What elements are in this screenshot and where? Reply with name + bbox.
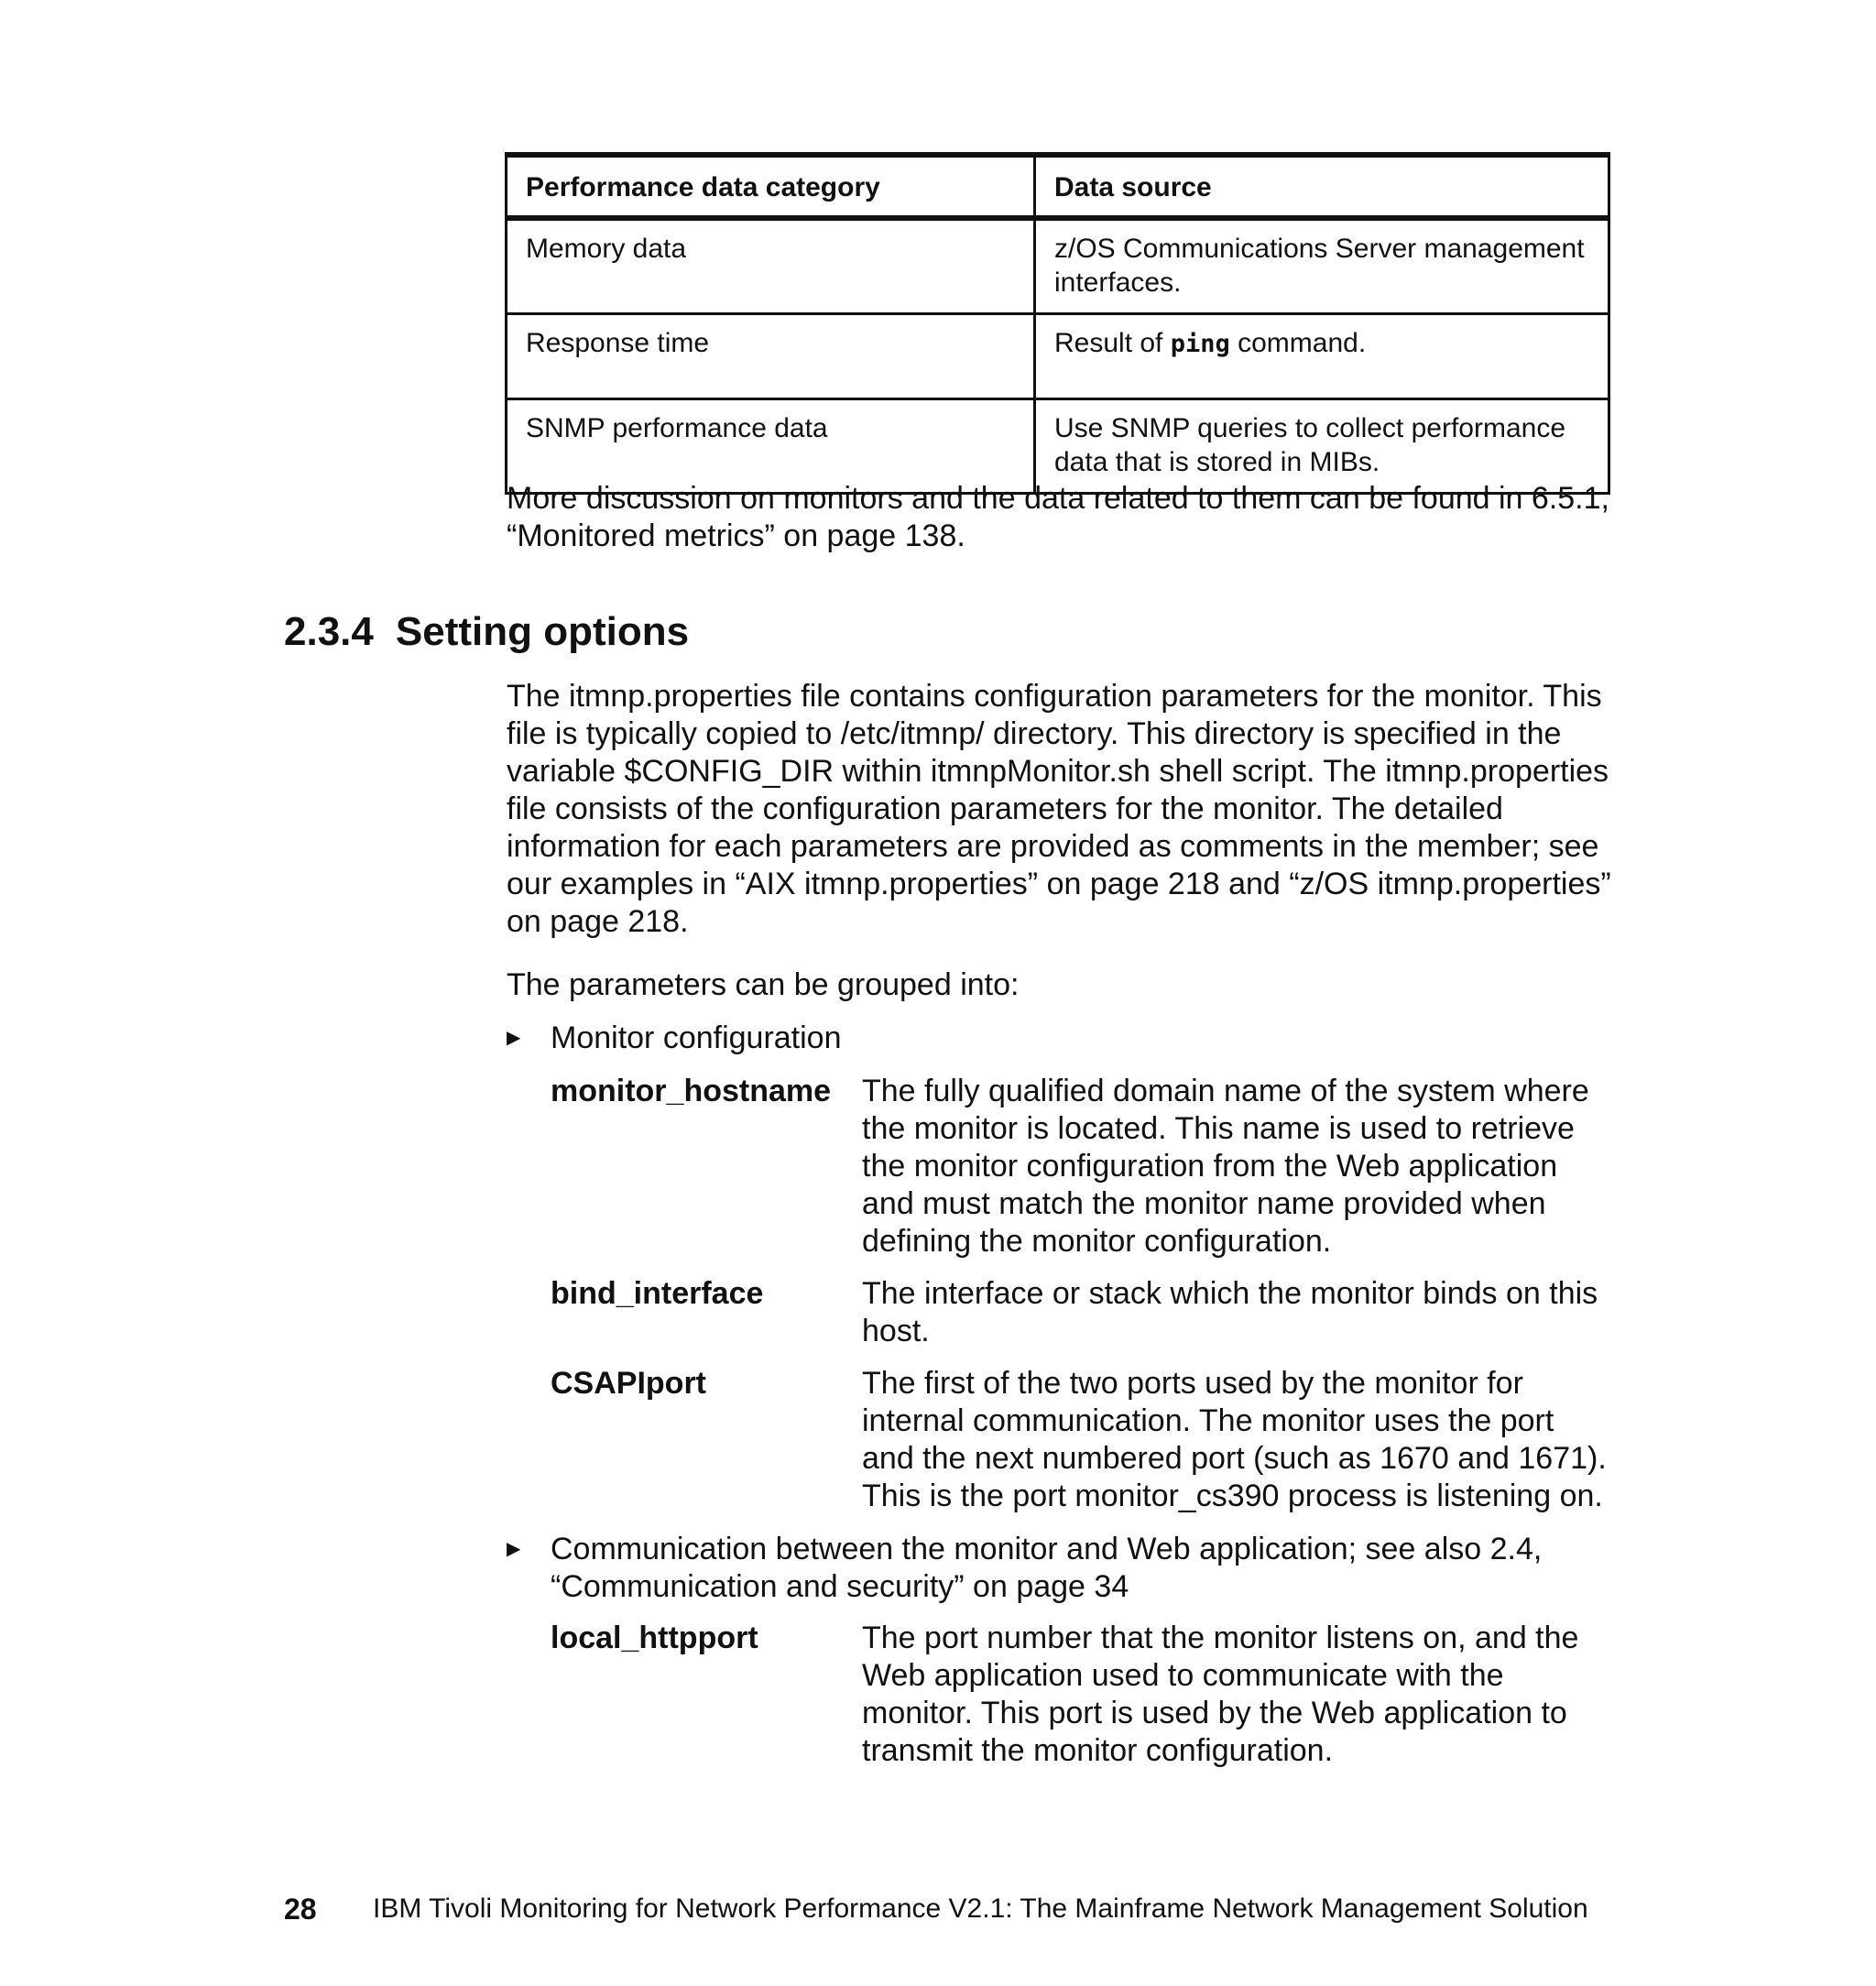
triangle-right-icon: ▶: [507, 1028, 521, 1048]
parameter-definition: [551, 1275, 1613, 1350]
book-title: IBM Tivoli Monitoring for Network Performance V2.1: The Mainframe Network Management Solution: [373, 1893, 1588, 1924]
table-cell-category: Response time: [507, 314, 1035, 399]
page-number: 28: [284, 1893, 317, 1926]
intro-paragraph: More discussion on monitors and the data related to them can be found in 6.5.1, “Monitored metrics” on page 138.: [507, 481, 1609, 553]
parameter-term: local_httpport: [551, 1620, 758, 1655]
table-cell-category: Memory data: [507, 218, 1035, 314]
parameter-description: The interface or stack which the monitor binds on this host.: [862, 1276, 1598, 1348]
table-header-row: [507, 155, 1609, 218]
source-text-before: Result of: [1054, 328, 1171, 358]
parameter-definition: [551, 1620, 1613, 1770]
group-label: Monitor configuration: [551, 1020, 842, 1055]
table-cell-source: [1035, 314, 1609, 399]
section-heading: [284, 606, 689, 658]
table-cell-category: SNMP performance data: [507, 399, 1035, 494]
table-cell-source: z/OS Communications Server management interfaces.: [1035, 218, 1609, 314]
performance-data-table: [505, 152, 1610, 495]
triangle-right-icon: ▶: [507, 1539, 521, 1559]
table-header-category: Performance data category: [507, 155, 1035, 218]
parameter-description: The fully qualified domain name of the system where the monitor is located. This name is used to retrieve the monitor configuration from the Web application and must match the monitor name provided when defining the monitor configuration.: [862, 1074, 1589, 1259]
list-item: [507, 1531, 1615, 1606]
table-row: [507, 218, 1609, 314]
table-header-source: Data source: [1035, 155, 1609, 218]
ping-command-code: ping: [1170, 330, 1230, 358]
table-row: [507, 314, 1609, 399]
group-label: Communication between the monitor and Web application; see also 2.4, “Communication and security” on page 34: [551, 1532, 1543, 1604]
table-cell-source: Use SNMP queries to collect performance data that is stored in MIBs.: [1035, 399, 1609, 494]
section-number: 2.3.4: [284, 609, 374, 654]
parameter-definition: [551, 1365, 1613, 1515]
group-intro-paragraph: The parameters can be grouped into:: [507, 967, 1020, 1002]
source-text-after: command.: [1229, 328, 1367, 358]
body-paragraph: The itmnp.properties file contains configuration parameters for the monitor. This file is typically copied to /etc/itmnp/ directory. This directory is specified in the variable $CONFIG_DIR within itmnpMonitor.sh shell script. The itmnp.properties file consists of the configuration parameters for the monitor. The detailed information for each parameters are provided as comments in the member; see our examples in “AIX itmnp.properties” on page 218 and “z/OS itmnp.properties” on page 218.: [507, 679, 1611, 939]
parameter-term: bind_interface: [551, 1276, 764, 1311]
section-title: Setting options: [395, 609, 690, 654]
parameter-definition: [551, 1073, 1613, 1260]
parameter-term: monitor_hostname: [551, 1074, 832, 1108]
list-item: [507, 1020, 1615, 1057]
parameter-description: The port number that the monitor listens on, and the Web application used to communicate with the monitor. This port is used by the Web application to transmit the monitor configuration.: [862, 1620, 1579, 1768]
parameter-term: CSAPIport: [551, 1366, 706, 1401]
parameter-description: The first of the two ports used by the monitor for internal communication. The monitor uses the port and the next numbered port (such as 1670 and 1671). This is the port monitor_cs390 process is listening on.: [862, 1366, 1607, 1513]
